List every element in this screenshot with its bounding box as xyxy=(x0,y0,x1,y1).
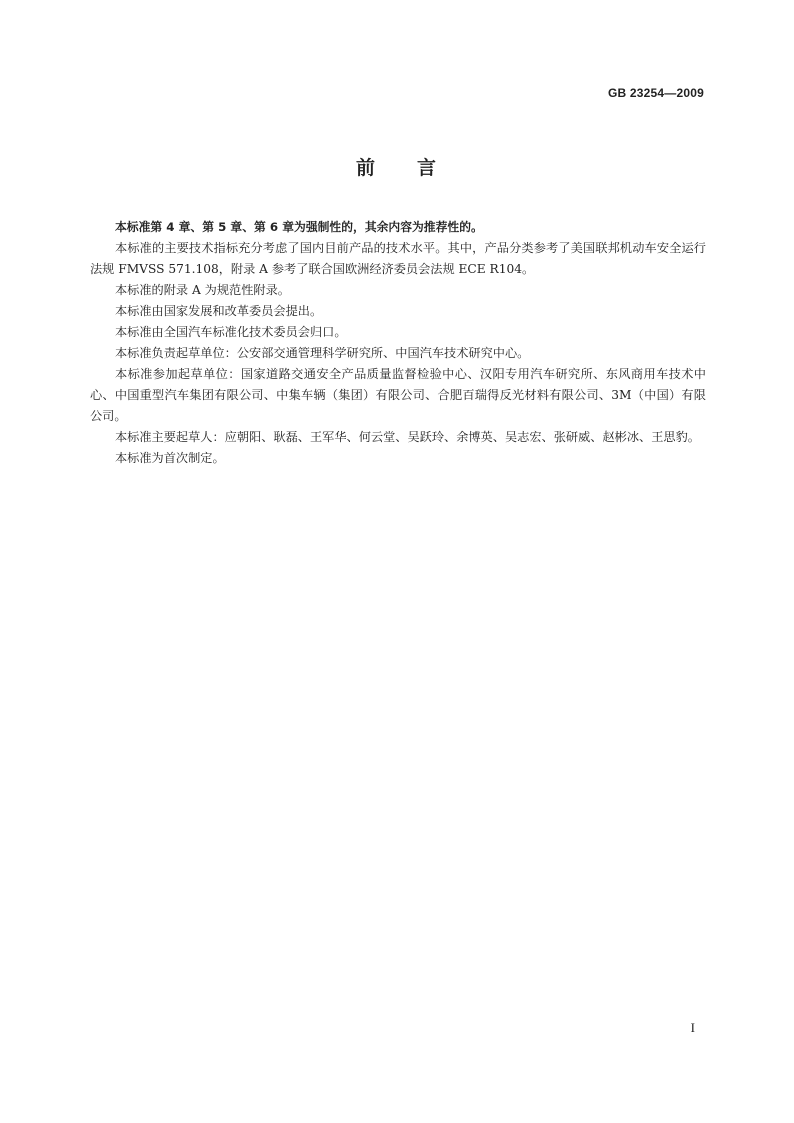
title-char-2: 言 xyxy=(417,157,439,179)
page-title xyxy=(0,153,794,180)
paragraph-lead-drafters: 本标准负责起草单位：公安部交通管理科学研究所、中国汽车技术研究中心。 xyxy=(115,346,530,360)
foreword-body xyxy=(90,217,706,469)
paragraph-first-edition: 本标准为首次制定。 xyxy=(115,451,225,465)
paragraph-annex: 本标准的附录 A 为规范性附录。 xyxy=(115,283,290,297)
paragraph-main-authors: 本标准主要起草人：应朝阳、耿磊、王军华、何云堂、吴跃玲、余博英、吴志宏、张研威、赵彬冰、王思豹。 xyxy=(115,430,700,444)
title-char-1: 前 xyxy=(355,157,377,179)
paragraph-participating-drafters: 本标准参加起草单位：国家道路交通安全产品质量监督检验中心、汉阳专用汽车研究所、东风商用车技术中心、中国重型汽车集团有限公司、中集车辆（集团）有限公司、合肥百瑞得反光材料有限公司、3M（中国）有限公司。 xyxy=(90,367,706,423)
paragraph-mandatory-clause: 本标准第 4 章、第 5 章、第 6 章为强制性的，其余内容为推荐性的。 xyxy=(115,220,483,234)
page-number: I xyxy=(690,1020,695,1035)
paragraph-administrator: 本标准由全国汽车标准化技术委员会归口。 xyxy=(115,325,347,339)
paragraph-proposer: 本标准由国家发展和改革委员会提出。 xyxy=(115,304,323,318)
paragraph-technical-basis: 本标准的主要技术指标充分考虑了国内目前产品的技术水平。其中，产品分类参考了美国联邦机动车安全运行法规 FMVSS 571.108，附录 A 参考了联合国欧洲经济委员会法规 ECE R104。 xyxy=(90,241,706,276)
standard-number: GB 23254—2009 xyxy=(608,86,704,100)
